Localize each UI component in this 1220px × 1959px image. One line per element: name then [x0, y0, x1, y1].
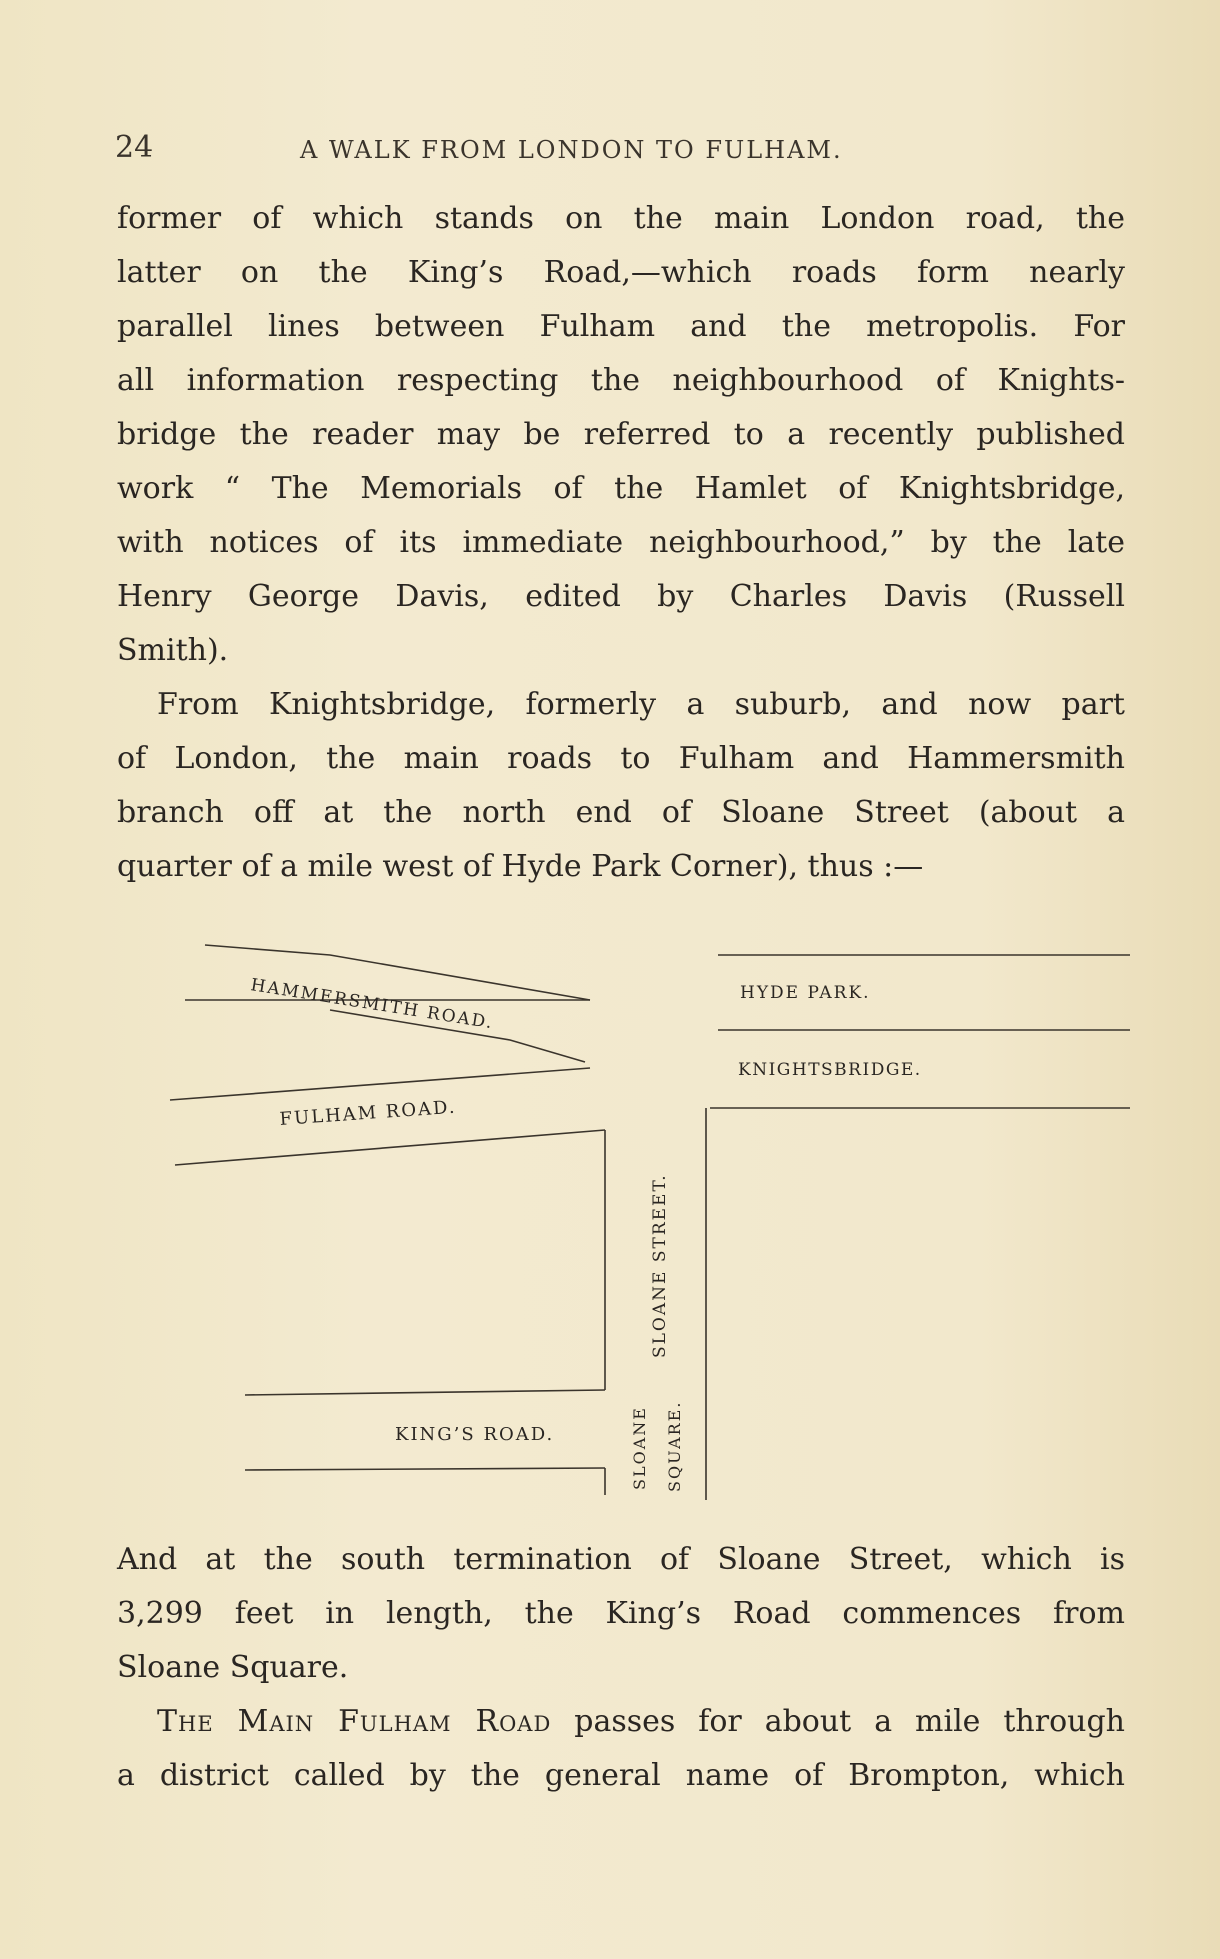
- text-fragment: passes for about a mile through: [551, 1704, 1125, 1739]
- smallcaps-heading: The Main Fulham Road: [157, 1704, 552, 1739]
- page-number: 24: [115, 130, 154, 165]
- fulham-road-line: [175, 1130, 605, 1165]
- hyde-park-label: HYDE PARK.: [740, 983, 871, 1003]
- text-line: 3,299 feet in length, the King’s Road commences from: [117, 1596, 1125, 1631]
- text-line: with notices of its immediate neighbourhood,” by the late: [117, 525, 1125, 560]
- text-line: a district called by the general name of Brompton, which: [117, 1758, 1125, 1793]
- sloane-street-label: SLOANE STREET.: [650, 1173, 670, 1358]
- kings-road-line: [245, 1390, 605, 1395]
- kings-road-line: [245, 1468, 605, 1470]
- hammersmith-road-label: HAMMERSMITH ROAD.: [249, 975, 496, 1034]
- text-line: And at the south termination of Sloane Street, which is: [117, 1542, 1125, 1577]
- text-line: Henry George Davis, edited by Charles Davis (Russell: [117, 579, 1125, 614]
- text-line: of London, the main roads to Fulham and Hammersmith: [117, 741, 1125, 776]
- paragraph-4: [117, 1695, 1125, 1803]
- text-line: work “ The Memorials of the Hamlet of Knightsbridge,: [117, 471, 1125, 506]
- text-line: former of which stands on the main London road, the: [117, 201, 1125, 236]
- text-line: all information respecting the neighbourhood of Knights-: [117, 363, 1125, 398]
- text-line: quarter of a mile west of Hyde Park Corner), thus :—: [117, 849, 924, 884]
- text-line: bridge the reader may be referred to a recently published: [117, 417, 1125, 452]
- text-line: branch off at the north end of Sloane Street (about a: [117, 795, 1125, 830]
- text-line: From Knightsbridge, formerly a suburb, and now part: [157, 687, 1125, 722]
- text-line: Smith).: [117, 633, 229, 668]
- running-title: A WALK FROM LONDON TO FULHAM.: [300, 136, 843, 164]
- text-line: parallel lines between Fulham and the metropolis. For: [117, 309, 1125, 344]
- sloane-square-label-2: SQUARE.: [665, 1400, 684, 1492]
- fulham-road-label: FULHAM ROAD.: [278, 1096, 458, 1130]
- sloane-square-label-1: SLOANE: [630, 1406, 649, 1490]
- text-line: [117, 1695, 1125, 1749]
- fulham-road-line: [170, 1068, 590, 1100]
- text-line: Sloane Square.: [117, 1650, 349, 1685]
- knightsbridge-label: KNIGHTSBRIDGE.: [738, 1060, 922, 1080]
- text-line: latter on the King’s Road,—which roads form nearly: [117, 255, 1125, 290]
- kings-road-label: KING’S ROAD.: [395, 1424, 555, 1445]
- paragraph-3: [117, 1533, 1125, 1695]
